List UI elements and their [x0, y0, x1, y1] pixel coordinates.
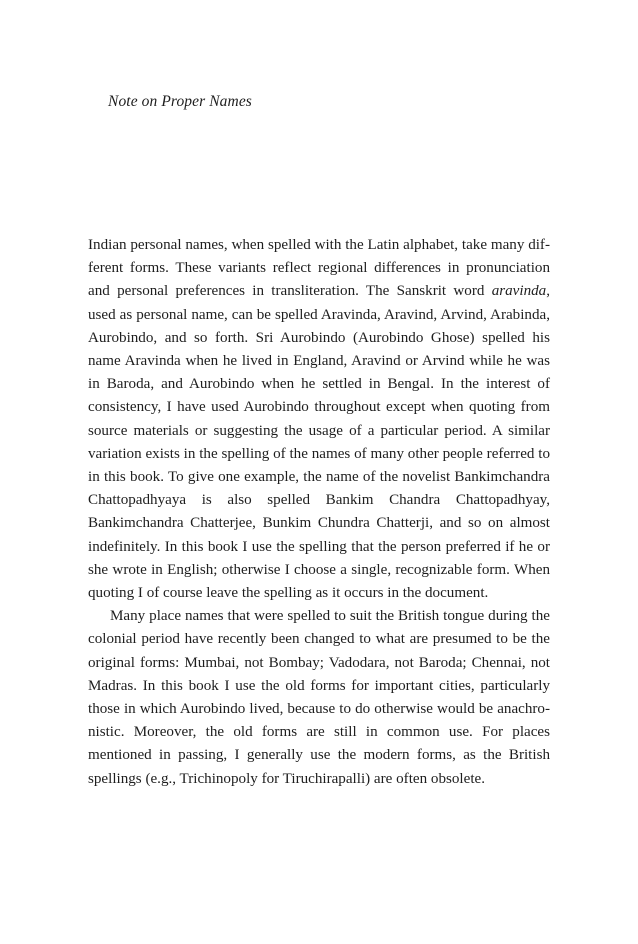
paragraph-2: Many place names that were spelled to suit the British tongue during the colonial period have recently been changed to what are presumed to be the original forms: Mumbai, not Bombay; Vadodara, not Baroda; Chennai, not Madras. In this book I use the old forms for important cities, particularly those in which Aurobindo lived, because to do otherwise would be anachronistic. Moreover, the old forms are still in common use. For places mentioned in passing, I generally use the modern forms, as the British spellings (e.g., Trichinopoly for Tiruchirapalli) are often obsolete.: [88, 608, 550, 787]
paragraph-1-text-before: Indian personal names, when spelled with the Latin alphabet, take many different forms. These variants reflect regional differences in pronunciation and personal preferences in transliteration. The Sanskrit word: [88, 237, 550, 300]
paragraph-1-text-after: , used as personal name, can be spelled Aravinda, Aravind, Arvind, Arabinda, Aurobindo, and so forth. Sri Aurobindo (Aurobindo Ghose) spelled his name Aravinda when he lived in England, Aravind or Arvind while he was in Baroda, and Aurobindo when he settled in Bengal. In the interest of consistency, I have used Aurobindo throughout except when quoting from source materials or suggesting the usage of a particular period. A similar variation exists in the spelling of the names of many other people referred to in this book. To give one example, the name of the novelist Bankimchandra Chattopadhyaya is also spelled Bankim Chandra Chattopadhyay, Bankimchandra Chatterjee, Bunkim Chundra Chatterji, and so on almost indefinitely. In this book I use the spelling that the person preferred if he or she wrote in English; otherwise I choose a single, recognizable form. When quoting I of course leave the spelling as it occurs in the document.: [88, 283, 550, 602]
body-text: [88, 234, 550, 791]
section-heading: Note on Proper Names: [108, 93, 252, 110]
paragraph-1-emphasis: aravinda: [491, 283, 547, 300]
paragraph-1: [88, 234, 550, 605]
